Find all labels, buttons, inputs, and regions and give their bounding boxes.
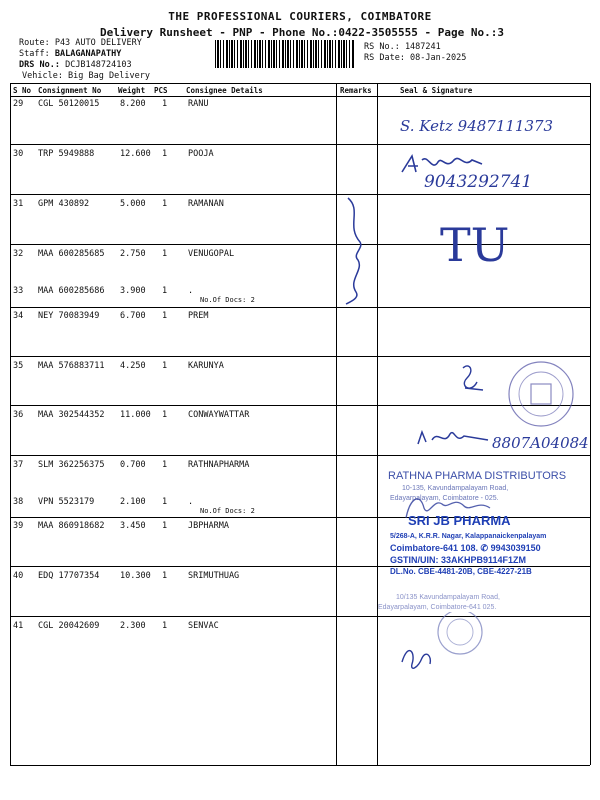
signature-row-29: S. Ketz 9487111373: [400, 117, 554, 135]
runsheet-line: Delivery Runsheet - PNP - Phone No.:0422-3505555 - Page No.:3: [100, 26, 504, 39]
row-divider: [10, 455, 590, 456]
drs-line: [19, 60, 132, 70]
col-consignment: Consignment No: [38, 86, 102, 95]
row-weight: 3.900: [120, 286, 146, 296]
row-pcs: 1: [162, 149, 168, 159]
jb-stamp-gstin: GSTIN/UIN: 33AKHPB9114F1ZM: [390, 555, 527, 565]
round-seal-row-35: [445, 360, 580, 430]
jb-stamp-address-1: 5/268-A, K.R.R. Nagar, Kalappanaickenpalayam: [390, 533, 547, 540]
row-weight: 0.700: [120, 460, 146, 470]
row-weight: 2.750: [120, 249, 146, 259]
table-header-rule: [10, 96, 590, 97]
col-seal-signature: Seal & Signature: [400, 86, 473, 95]
row-weight: 12.600: [120, 149, 151, 159]
barcode: [215, 40, 355, 68]
company-title: THE PROFESSIONAL COURIERS, COIMBATORE: [168, 10, 432, 23]
col-sno: S No: [13, 86, 32, 95]
row-sno: 36: [13, 410, 24, 420]
row-sno: 34: [13, 311, 24, 321]
drs-label: DRS No.:: [19, 60, 60, 70]
row-weight: 2.100: [120, 497, 146, 507]
row-sno: 30: [13, 149, 24, 159]
row-pcs: 1: [162, 521, 168, 531]
faded-stamp-address-1: 10/135 Kavundampalayam Road,: [396, 594, 500, 601]
route-text: Route: P43 AUTO DELIVERY: [19, 38, 142, 48]
row-pcs: 1: [162, 410, 168, 420]
row-consignment-no: MAA 860918682: [38, 521, 105, 531]
row-weight: 4.250: [120, 361, 146, 371]
row-consignee: JBPHARMA: [188, 521, 229, 531]
row-pcs: 1: [162, 460, 168, 470]
col-weight: Weight: [118, 86, 146, 95]
row-weight: 10.300: [120, 571, 151, 581]
phone-handwritten-row-36: 8807A04084: [492, 434, 589, 452]
round-seal-row-41: [398, 612, 508, 682]
row-consignment-no: CGL 20042609: [38, 621, 100, 631]
row-consignee: SRIMUTHUAG: [188, 571, 240, 581]
row-pcs: 1: [162, 199, 168, 209]
row-pcs: 1: [162, 571, 168, 581]
row-weight: 2.300: [120, 621, 146, 631]
row-consignment-no: EDQ 17707354: [38, 571, 100, 581]
row-divider: [10, 194, 590, 195]
row-consignment-no: VPN 5523179: [38, 497, 95, 507]
rathna-stamp-name: RATHNA PHARMA DISTRIBUTORS: [388, 470, 567, 482]
row-sno: 35: [13, 361, 24, 371]
row-weight: 6.700: [120, 311, 146, 321]
rathna-stamp-address-1: 10-135, Kavundampalayam Road,: [402, 485, 509, 492]
row-consignee: RAMANAN: [188, 199, 224, 209]
row-pcs: 1: [162, 361, 168, 371]
row-consignment-no: MAA 600285686: [38, 286, 105, 296]
drs-value: DCJB148724103: [65, 60, 132, 70]
staff-line: [19, 49, 121, 59]
row-docs-count: No.Of Docs: 2: [200, 507, 255, 515]
row-pcs: 1: [162, 311, 168, 321]
row-pcs: 1: [162, 286, 168, 296]
row-consignee: RANU: [188, 99, 209, 109]
phone-handwritten-row-30: 9043292741: [424, 172, 533, 192]
row-consignment-no: NEY 70083949: [38, 311, 100, 321]
row-sno: 32: [13, 249, 24, 259]
row-weight: 8.200: [120, 99, 146, 109]
col-pcs: PCS: [154, 86, 168, 95]
row-consignment-no: CGL 50120015: [38, 99, 100, 109]
row-sno: 38: [13, 497, 24, 507]
row-sno: 31: [13, 199, 24, 209]
table-left-rule: [10, 83, 11, 765]
jb-stamp-address-2: Coimbatore-641 108. ✆ 9943039150: [390, 543, 541, 553]
row-consignment-no: GPM 430892: [38, 199, 90, 209]
row-divider: [10, 144, 590, 145]
row-pcs: 1: [162, 99, 168, 109]
row-consignment-no: SLM 362256375: [38, 460, 105, 470]
row-consignee: CONWAYWATTAR: [188, 410, 250, 420]
signature-scribble-row-36: [414, 426, 494, 452]
row-consignment-no: MAA 576883711: [38, 361, 105, 371]
row-sno: 29: [13, 99, 24, 109]
row-pcs: 1: [162, 249, 168, 259]
rs-date: RS Date: 08-Jan-2025: [364, 53, 467, 63]
row-consignee: SENVAC: [188, 621, 219, 631]
row-pcs: 1: [162, 497, 168, 507]
signature-row-32: TU: [440, 218, 510, 272]
row-consignee: .: [188, 286, 194, 296]
row-weight: 5.000: [120, 199, 146, 209]
row-weight: 11.000: [120, 410, 151, 420]
staff-label: Staff:: [19, 49, 50, 59]
row-consignee: RATHNAPHARMA: [188, 460, 250, 470]
row-consignee: .: [188, 497, 194, 507]
row-consignee: VENUGOPAL: [188, 249, 235, 259]
jb-stamp-dl-number: DL.No. CBE-4481-20B, CBE-4227-21B: [390, 567, 532, 576]
row-sno: 37: [13, 460, 24, 470]
table-top-rule: [10, 83, 590, 84]
col-remarks: Remarks: [340, 86, 372, 95]
remarks-brace-mark: [340, 196, 370, 306]
row-divider: [10, 356, 590, 357]
staff-value: BALAGANAPATHY: [54, 49, 122, 59]
row-docs-count: No.Of Docs: 2: [200, 296, 255, 304]
row-sno: 33: [13, 286, 24, 296]
faded-stamp-address-2: Edayarpalayam, Coimbatore-641 025.: [378, 604, 497, 611]
rs-number: RS No.: 1487241: [364, 42, 441, 52]
col-consignee: Consignee Details: [186, 86, 263, 95]
row-weight: 3.450: [120, 521, 146, 531]
row-sno: 39: [13, 521, 24, 531]
remarks-right-rule: [377, 83, 378, 765]
row-consignee: KARUNYA: [188, 361, 224, 371]
remarks-left-rule: [336, 83, 337, 765]
row-divider: [10, 307, 590, 308]
jb-stamp-name: SRI JB PHARMA: [408, 513, 511, 528]
row-consignment-no: MAA 600285685: [38, 249, 105, 259]
row-pcs: 1: [162, 621, 168, 631]
row-sno: 41: [13, 621, 24, 631]
row-consignment-no: TRP 5949888: [38, 149, 95, 159]
row-consignee: PREM: [188, 311, 209, 321]
row-consignment-no: MAA 302544352: [38, 410, 105, 420]
table-bottom-rule: [10, 765, 590, 766]
table-right-rule: [590, 83, 591, 765]
vehicle-text: Vehicle: Big Bag Delivery: [22, 71, 150, 81]
row-sno: 40: [13, 571, 24, 581]
rathna-stamp-address-2: Edayarpalayam, Coimbatore - 025.: [390, 495, 499, 502]
row-consignee: POOJA: [188, 149, 214, 159]
